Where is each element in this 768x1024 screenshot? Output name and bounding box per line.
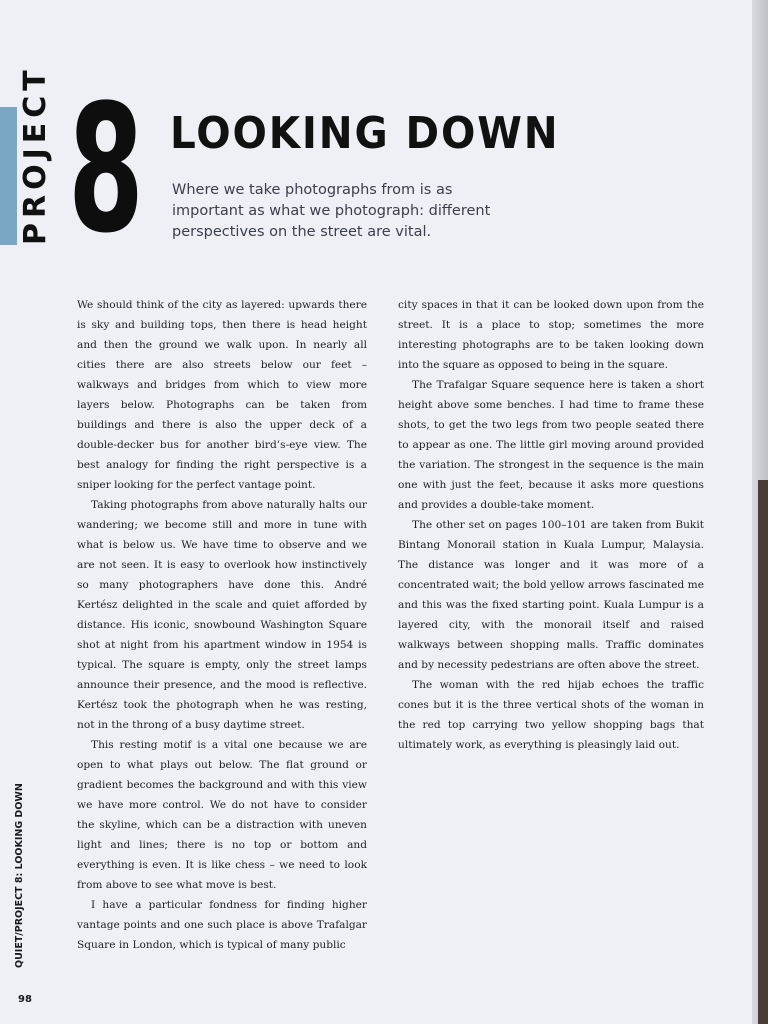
running-title: QUIET/PROJECT 8: LOOKING DOWN [14, 783, 25, 968]
page-edge-shadow [758, 480, 768, 1024]
project-number: 8 [68, 67, 144, 272]
right-column [398, 295, 704, 755]
paragraph: The Trafalgar Square sequence here is taken a short height above some benches. I had time to frame these shots, to get the two legs from two people seated there to appear as one. The little girl moving around provided the variation. The strongest in the sequence is the main one with just the feet, because it asks more questions and provides a double-take moment. [398, 379, 704, 511]
page-subtitle: Where we take photographs from is as important as what we photograph: different perspectives on the street are vital. [172, 182, 491, 240]
left-column [77, 295, 367, 955]
page-edge [752, 0, 768, 1024]
paragraph: The woman with the red hijab echoes the traffic cones but it is the three vertical shots of the woman in the red top carrying two yellow shopping bags that ultimately work, as everything is pleasingly laid out. [398, 679, 704, 751]
paragraph: Taking photographs from above naturally halts our wandering; we become still and more in tune with what is below us. We have time to observe and we are not seen. It is easy to overlook how instinctively so many photographers have done this. André Kertész delighted in the scale and quiet afforded by distance. His iconic, snowbound Washington Square shot at night from his apartment window in 1954 is typical. The square is empty, only the street lamps announce their presence, and the mood is reflective. Kertész took the photograph when he was resting, not in the throng of a busy daytime street. [77, 499, 367, 731]
page-title: LOOKING DOWN [170, 108, 560, 159]
paragraph: This resting motif is a vital one because we are open to what plays out below. The flat ground or gradient becomes the background and with this view we have more control. We do not have to consider the skyline, which can be a distraction with uneven light and lines; there is no top or bottom and everything is even. It is like chess – we need to look from above to see what move is best. [77, 739, 367, 891]
project-tab-bar [0, 107, 17, 245]
project-label: PROJECT [18, 65, 53, 245]
page-number: 98 [18, 994, 32, 1005]
paragraph: city spaces in that it can be looked down upon from the street. It is a place to stop; sometimes the more interesting photographs are to be taken looking down into the square as opposed to being in the square. [398, 299, 704, 371]
paragraph: The other set on pages 100–101 are taken from Bukit Bintang Monorail station in Kuala Lumpur, Malaysia. The distance was longer and it was more of a concentrated wait; the bold yellow arrows fascinated me and this was the fixed starting point. Kuala Lumpur is a layered city, with the monorail itself and raised walkways between shopping malls. Traffic dominates and by necessity pedestrians are often above the street. [398, 519, 704, 671]
paragraph: We should think of the city as layered: upwards there is sky and building tops, then there is head height and then the ground we walk upon. In nearly all cities there are also streets below our feet – walkways and bridges from which to view more layers below. Photographs can be taken from buildings and there is also the upper deck of a double-decker bus for another bird’s-eye view. The best analogy for finding the right perspective is a sniper looking for the perfect vantage point. [77, 299, 367, 491]
paragraph: I have a particular fondness for finding higher vantage points and one such place is above Trafalgar Square in London, which is typical of many public [77, 899, 367, 951]
